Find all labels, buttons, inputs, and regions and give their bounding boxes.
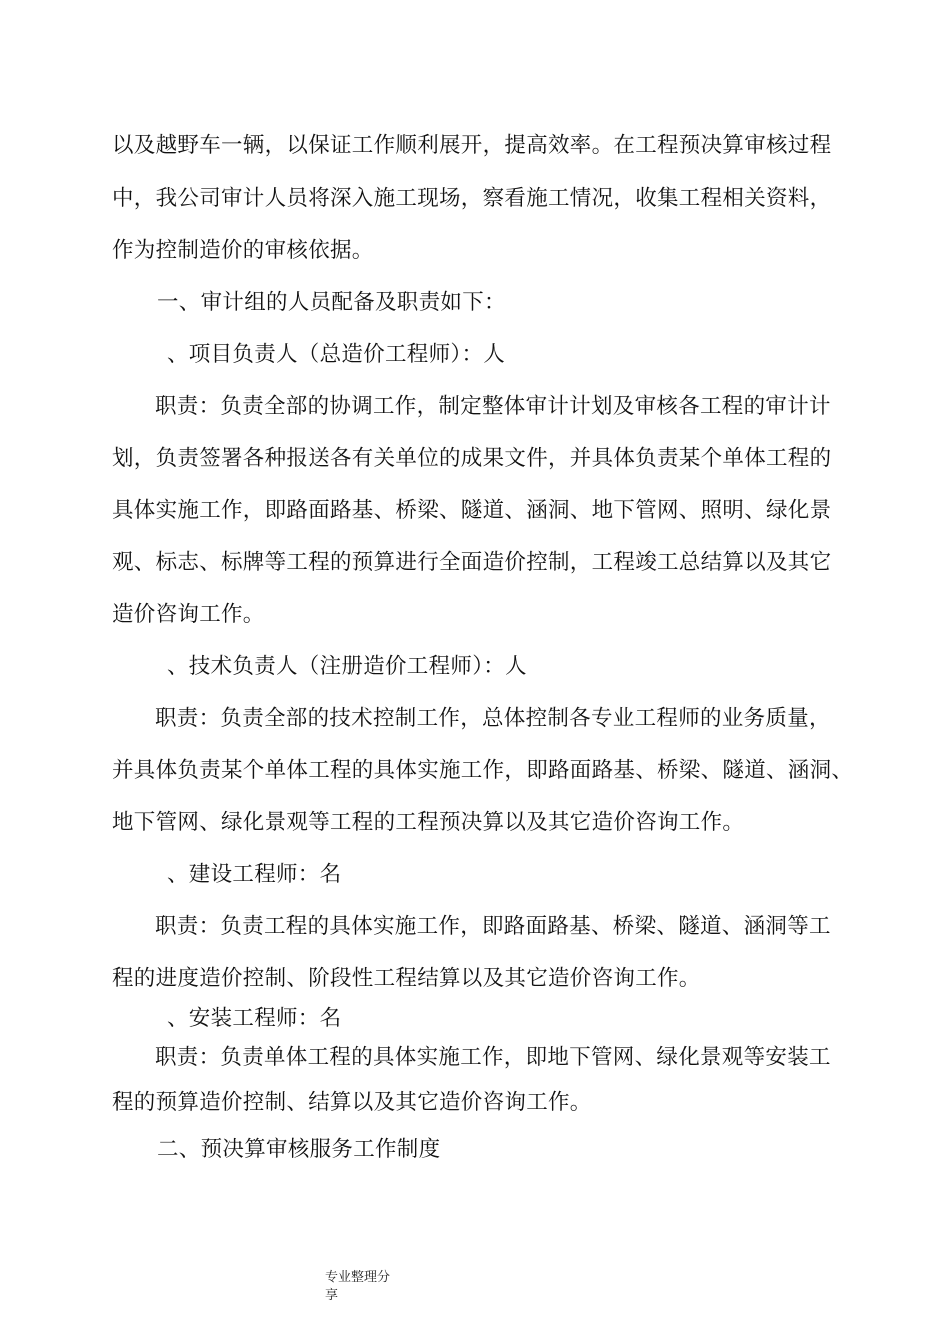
- body-line: 观、标志、标牌等工程的预算进行全面造价控制，工程竣工总结算以及其它: [112, 550, 832, 575]
- body-line: 中，我公司审计人员将深入施工现场，察看施工情况，收集工程相关资料，: [112, 186, 832, 211]
- body-line: 作为控制造价的审核依据。: [112, 238, 374, 263]
- body-line: 程的进度造价控制、阶段性工程结算以及其它造价咨询工作。: [112, 966, 701, 991]
- body-line: 造价咨询工作。: [112, 602, 265, 627]
- body-line: 职责：负责工程的具体实施工作，即路面路基、桥梁、隧道、涵洞等工: [155, 914, 831, 939]
- footer-text: 专业整理分: [325, 1270, 391, 1285]
- body-line: 程的预算造价控制、结算以及其它造价咨询工作。: [112, 1090, 592, 1115]
- role-heading: 、建设工程师：名: [167, 862, 342, 887]
- body-line: 划，负责签署各种报送各有关单位的成果文件，并具体负责某个单体工程的: [112, 446, 832, 471]
- body-line: 并具体负责某个单体工程的具体实施工作，即路面路基、桥梁、隧道、涵洞、: [112, 758, 854, 783]
- section-heading: 二、预决算审核服务工作制度: [157, 1137, 441, 1162]
- role-heading: 、技术负责人（注册造价工程师）：人: [167, 654, 527, 679]
- body-line: 地下管网、绿化景观等工程的工程预决算以及其它造价咨询工作。: [112, 810, 745, 835]
- section-heading: 一、审计组的人员配备及职责如下：: [157, 290, 506, 315]
- role-heading: 、项目负责人（总造价工程师）：人: [167, 342, 506, 367]
- body-line: 以及越野车一辆，以保证工作顺利展开，提高效率。在工程预决算审核过程: [112, 133, 832, 158]
- footer-text: 享: [325, 1288, 339, 1303]
- body-line: 职责：负责全部的技术控制工作，总体控制各专业工程师的业务质量，: [155, 706, 831, 731]
- body-line: 职责：负责单体工程的具体实施工作，即地下管网、绿化景观等安装工: [155, 1045, 831, 1070]
- role-heading: 、安装工程师：名: [167, 1006, 342, 1031]
- body-line: 具体实施工作，即路面路基、桥梁、隧道、涵洞、地下管网、照明、绿化景: [112, 498, 832, 523]
- body-line: 职责：负责全部的协调工作，制定整体审计计划及审核各工程的审计计: [155, 394, 831, 419]
